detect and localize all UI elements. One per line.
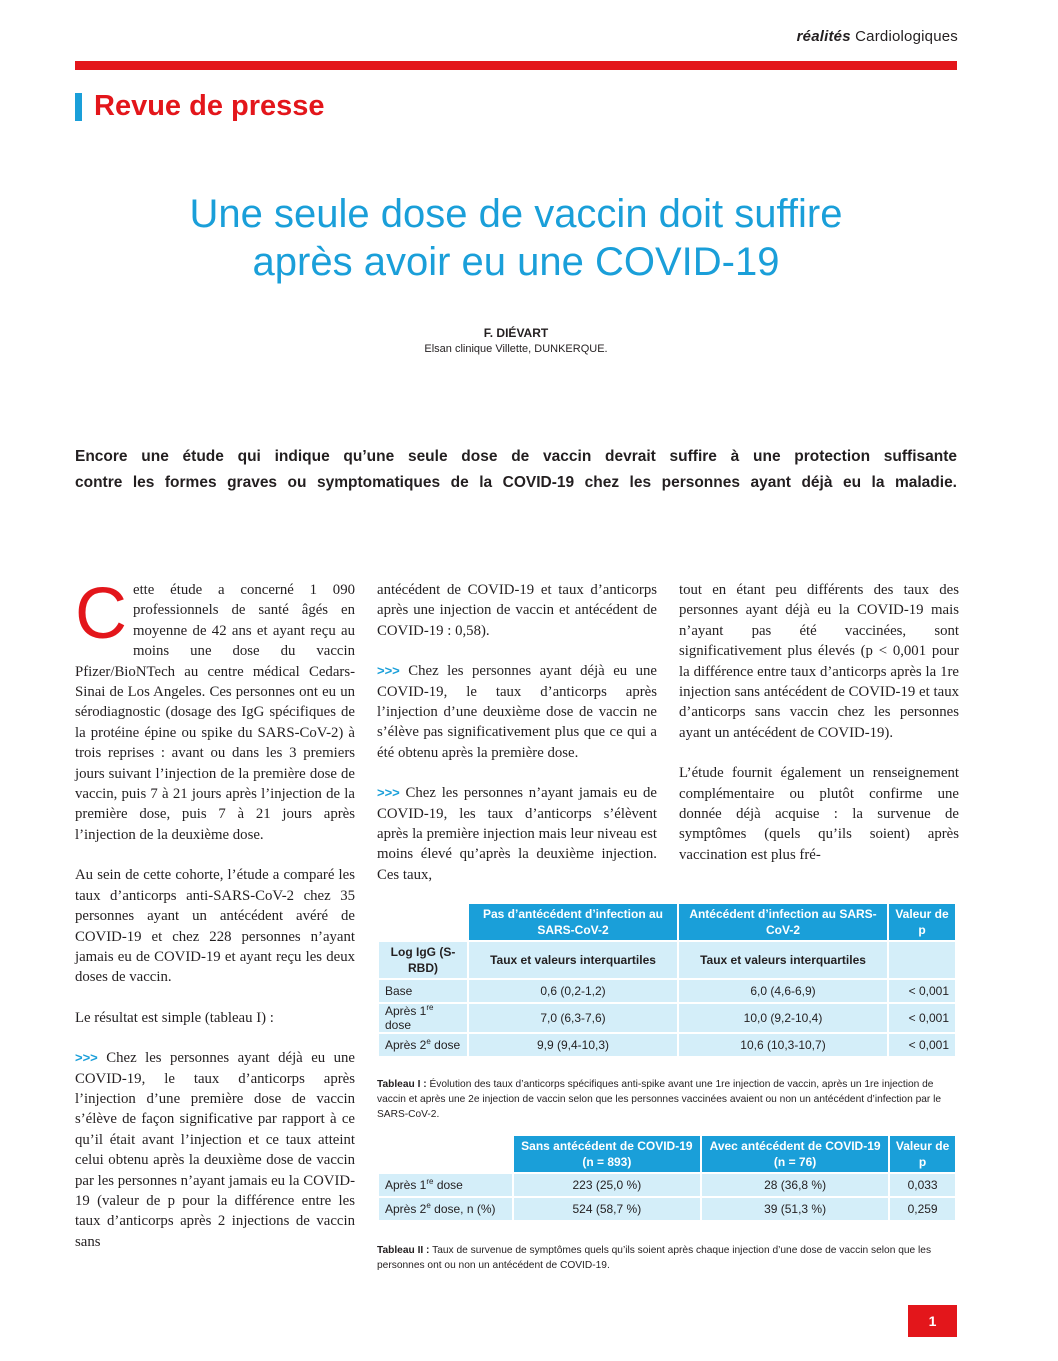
table-row xyxy=(378,979,956,1003)
paragraph-7 xyxy=(377,783,657,885)
table-1-sub-3 xyxy=(888,941,956,979)
table-2-empty-cell xyxy=(378,1135,513,1173)
table-2-caption-text: Taux de survenue de symptômes quels qu’ils soient après chaque injection d’une dose de vaccin selon que les personnes ont ou non un antécédent de COVID-19. xyxy=(377,1245,932,1271)
table-1-caption-label: Tableau I : xyxy=(377,1079,427,1090)
row-label: Base xyxy=(378,979,468,1003)
dropcap: C xyxy=(75,574,127,654)
table-1-header-row xyxy=(378,903,956,941)
journal-name-rest: Cardiologiques xyxy=(850,28,958,45)
cell-p: 0,033 xyxy=(889,1173,956,1197)
title-line-1: Une seule dose de vaccin doit suffire xyxy=(189,192,843,236)
cell-p: < 0,001 xyxy=(888,1033,956,1057)
table-row xyxy=(378,1003,956,1033)
section-label: Revue de presse xyxy=(94,90,325,122)
section-heading xyxy=(75,90,325,123)
table-1-sub-2: Taux et valeurs interquartiles xyxy=(678,941,888,979)
table-row xyxy=(378,1173,956,1197)
paragraph-1 xyxy=(75,574,355,845)
cell-p: 0,259 xyxy=(889,1197,956,1221)
cell-a: 0,6 (0,2-1,2) xyxy=(468,979,678,1003)
paragraph-4-text: Chez les personnes ayant déjà eu une COVID-19, le taux d’anticorps après l’injection d’une première dose de vaccin s’élève de façon significative par rapport à ce qu’il était avant l’injection et ce taux atteint celui obtenu après la deuxième dose de vaccin par les personnes n’ayant jamais eu la COVID-19 (valeur de p pour la différence entre les taux d’anticorps après 2 injections de vaccin sans xyxy=(75,1050,355,1250)
paragraph-1-text: ette étude a concerné 1 090 professionnels de santé âgés en moyenne de 42 ans et ayant reçu au moins une dose du vaccin Pfizer/BioNTech au centre médical Cedars-Sinai de Los Angeles. Ces personnes ont eu un sérodiagnostic (dosage des IgG spécifiques de la protéine épine ou spike du SARS-CoV-2) à trois reprises : avant ou dans les 3 premiers jours suivant l’injection de la première dose de vaccin, puis 7 à 21 jours après l’injection de la première dose, puis 7 à 21 jours après l’injection de la deuxième dose. xyxy=(75,582,355,843)
row-label-text: Après 1 xyxy=(385,1178,427,1192)
row-label-tail: dose xyxy=(385,1018,412,1032)
article-title xyxy=(75,190,957,286)
table-1-header-3: Valeur de p xyxy=(888,903,956,941)
cell-b: 10,0 (9,2-10,4) xyxy=(678,1003,888,1033)
table-1-caption xyxy=(377,1077,957,1122)
table-row xyxy=(378,1197,956,1221)
paragraph-9: L’étude fournit également un renseignement complémentaire ou plutôt confirme une donnée déjà acquise : la survenue de symptômes (quels qu’ils soient) après vaccination est plus fré- xyxy=(679,765,959,863)
row-label-text: Après 1 xyxy=(385,1004,427,1018)
row-label-tail: dose, n (%) xyxy=(430,1202,496,1216)
table-2-header-3: Valeur de p xyxy=(889,1135,956,1173)
table-1 xyxy=(377,902,957,1058)
cell-b: 28 (36,8 %) xyxy=(701,1173,889,1197)
row-label-tail: dose xyxy=(430,1038,461,1052)
table-2 xyxy=(377,1134,957,1222)
table-1-header-1: Pas d’antécédent d’infection au SARS-CoV-2 xyxy=(468,903,678,941)
table-2-header-row xyxy=(378,1135,956,1173)
row-label xyxy=(378,1033,468,1057)
table-1-header-2: Antécédent d’infection au SARS-CoV-2 xyxy=(678,903,888,941)
cell-b: 10,6 (10,3-10,7) xyxy=(678,1033,888,1057)
cell-a: 524 (58,7 %) xyxy=(513,1197,701,1221)
table-1-subheader-row xyxy=(378,941,956,979)
cell-a: 9,9 (9,4-10,3) xyxy=(468,1033,678,1057)
lead-line-2: contre les formes graves ou symptomatiques de la COVID-19 chez les personnes ayant déjà eu la maladie. xyxy=(75,474,957,491)
paragraph-6-text: Chez les personnes ayant déjà eu une COVID-19, le taux d’anticorps après l’injection d’une deuxième dose de vaccin ne s’élève pas significativement plus que ce qui a été obtenu après la première dose. xyxy=(377,663,657,761)
row-label-sup: e xyxy=(426,1037,431,1046)
column-3 xyxy=(679,580,959,885)
section-marker-icon xyxy=(75,93,82,121)
cell-b: 6,0 (4,6-6,9) xyxy=(678,979,888,1003)
cell-a: 7,0 (6,3-7,6) xyxy=(468,1003,678,1033)
table-1-sub-1: Taux et valeurs interquartiles xyxy=(468,941,678,979)
table-row xyxy=(378,1033,956,1057)
page-number: 1 xyxy=(908,1305,957,1337)
row-label xyxy=(378,1173,513,1197)
paragraph-3: Le résultat est simple (tableau I) : xyxy=(75,1009,274,1026)
table-2-caption xyxy=(377,1243,957,1273)
affiliation: Elsan clinique Villette, DUNKERQUE. xyxy=(424,343,608,355)
column-1 xyxy=(75,574,355,1272)
table-2-caption-label: Tableau II : xyxy=(377,1245,430,1256)
title-line-2: après avoir eu une COVID-19 xyxy=(252,240,780,284)
cell-a: 223 (25,0 %) xyxy=(513,1173,701,1197)
table-2-header-1: Sans antécédent de COVID-19 (n = 893) xyxy=(513,1135,701,1173)
column-2 xyxy=(377,580,657,905)
author: F. DIÉVART xyxy=(483,326,549,340)
paragraph-6 xyxy=(377,661,657,763)
row-label xyxy=(378,1003,468,1033)
row-label-sup: e xyxy=(426,1201,431,1210)
row-label-sup: re xyxy=(426,1003,434,1012)
row-label-sup: re xyxy=(426,1177,434,1186)
row-label-text: Après 2 xyxy=(385,1038,427,1052)
cell-p: < 0,001 xyxy=(888,1003,956,1033)
table-2-header-2: Avec antécédent de COVID-19 (n = 76) xyxy=(701,1135,889,1173)
header-red-bar xyxy=(75,61,957,70)
row-label-text: Après 2 xyxy=(385,1202,427,1216)
paragraph-5: antécédent de COVID-19 et taux d’anticorps après une injection de vaccin et antécédent de COVID-19 : 0,58). xyxy=(377,582,657,639)
table-1-empty-cell xyxy=(378,903,468,941)
cell-p: < 0,001 xyxy=(888,979,956,1003)
journal-name xyxy=(797,28,958,45)
table-1-row-label-head: Log IgG (S-RBD) xyxy=(378,941,468,979)
paragraph-7-text: Chez les personnes n’ayant jamais eu de COVID-19, les taux d’anticorps s’élèvent après la première injection mais leur niveau est moins élevé qu’après la deuxième injection. Ces taux, xyxy=(377,785,657,883)
row-label-tail: dose xyxy=(433,1178,463,1192)
arrows-icon: >>> xyxy=(377,663,400,679)
paragraph-4 xyxy=(75,1048,355,1252)
row-label xyxy=(378,1197,513,1221)
table-1-caption-text: Évolution des taux d’anticorps spécifiques anti-spike avant une 1re injection de vaccin, après un 1re injection de vaccin et après une 2e injection de vaccin selon que les personnes vaccinées avaient ou non un antécédent d’infection par le SARS-CoV-2. xyxy=(377,1079,942,1120)
lead-paragraph xyxy=(75,444,957,496)
arrows-icon: >>> xyxy=(75,1050,98,1066)
paragraph-8: tout en étant peu différents des taux des personnes ayant déjà eu la COVID-19 mais n’ayant pas été vaccinées, sont significativement plus élevés (p < 0,001 pour la différence entre taux d’anticorps après la 1re injection sans antécédent de COVID-19 et taux d’anticorps sans vaccin chez les personnes ayant un antécédent de COVID-19). xyxy=(679,582,959,741)
paragraph-2: Au sein de cette cohorte, l’étude a comparé les taux d’anticorps anti-SARS-CoV-2 chez 35 personnes ayant un antécédent avéré de COVID-19 et chez 228 personnes n’ayant jamais eu de COVID-19 et ayant reçu les deux doses de vaccin. xyxy=(75,867,355,986)
lead-line-1: Encore une étude qui indique qu’une seule dose de vaccin devrait suffire à une protection suffisante xyxy=(75,448,957,465)
journal-name-bold: réalités xyxy=(796,28,851,45)
cell-b: 39 (51,3 %) xyxy=(701,1197,889,1221)
arrows-icon: >>> xyxy=(377,785,400,801)
